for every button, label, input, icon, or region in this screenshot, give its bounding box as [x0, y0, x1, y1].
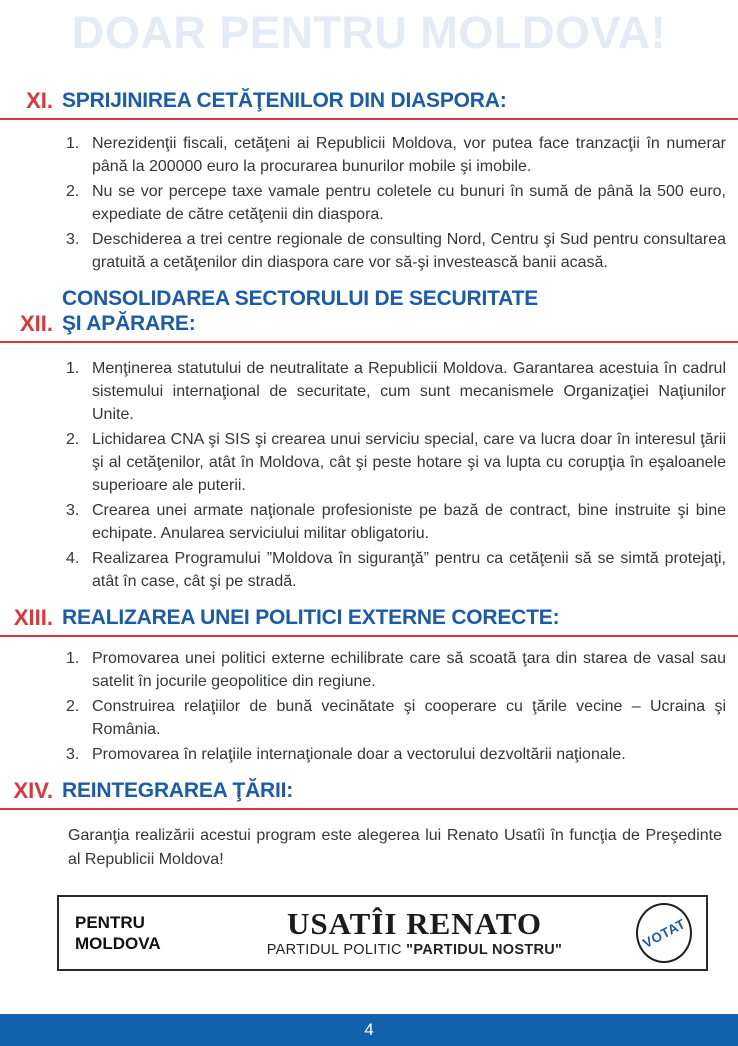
ballot-party-short [75, 912, 205, 954]
item-number: 3. [66, 231, 80, 248]
item-number: 2. [66, 183, 80, 200]
section-xii [0, 286, 738, 593]
item-number: 1. [66, 650, 80, 667]
section-xi-list [66, 132, 726, 274]
list-item [66, 132, 726, 178]
section-xiii-list [66, 647, 726, 766]
item-text: Nu se vor percepe taxe vamale pentru coletele cu bunuri în sumă de până la 500 euro, expediate de către cetăţenii din diaspora. [92, 183, 726, 223]
ballot-party-short-line1: PENTRU [75, 913, 145, 932]
section-xii-title-line2: ŞI APĂRARE: [62, 312, 196, 335]
item-number: 2. [66, 431, 80, 448]
section-xi-header [0, 88, 738, 120]
list-item [66, 743, 726, 766]
item-number: 1. [66, 360, 80, 377]
item-number: 4. [66, 550, 80, 567]
party-label: PARTIDUL POLITIC [266, 942, 402, 958]
ballot-party-short-line2: MOLDOVA [75, 934, 161, 953]
section-xiv [0, 778, 738, 810]
list-item [66, 428, 726, 497]
list-item [66, 695, 726, 741]
item-number: 3. [66, 746, 80, 763]
section-xiv-header [0, 778, 738, 810]
item-text: Promovarea unei politici externe echilibrate care să scoată ţara din starea de vasal sau satelit în jocurile geopolitice din regiune. [92, 650, 726, 690]
page-title: DOAR PENTRU MOLDOVA! [71, 7, 667, 58]
section-xiv-title: REINTEGRAREA ŢĂRII: [62, 779, 294, 802]
section-xiii-header [0, 605, 738, 637]
section-xiv-numeral: XIV. [13, 778, 53, 803]
list-item [66, 499, 726, 545]
list-item [66, 180, 726, 226]
section-xii-list [66, 357, 726, 593]
section-xi-numeral: XI. [26, 88, 53, 113]
votat-stamp [636, 903, 692, 963]
item-text: Deschiderea a trei centre regionale de consulting Nord, Centru şi Sud pentru consultarea gratuită a cetăţenilor din diaspora care vor să-şi investească banii acasă. [92, 231, 726, 271]
item-text: Realizarea Programului ”Moldova în siguranţă” pentru ca cetăţenii să se simtă protejaţi, atât în case, cât şi pe stradă. [92, 550, 726, 590]
list-item [66, 547, 726, 593]
section-xiii-title: REALIZAREA UNEI POLITICI EXTERNE CORECTE: [62, 606, 560, 629]
section-xi-title: SPRIJINIREA CETĂŢENILOR DIN DIASPORA: [62, 89, 507, 112]
ballot-candidate-block [205, 908, 624, 958]
list-item [66, 228, 726, 274]
item-text: Construirea relaţiilor de bună vecinătate şi cooperare cu ţările vecine – Ucraina şi România. [92, 698, 726, 738]
footer-bar [0, 1014, 738, 1046]
item-number: 1. [66, 135, 80, 152]
section-xi [0, 88, 738, 274]
item-text: Menţinerea statutului de neutralitate a Republicii Moldova. Garantarea acestuia în cadrul sistemului internaţional de securitate, cum sunt mecanismele Organizaţiei Naţiunilor Unite. [92, 360, 726, 423]
party-name: "PARTIDUL NOSTRU" [406, 942, 563, 958]
item-number: 2. [66, 698, 80, 715]
item-text: Promovarea în relaţiile internaţionale doar a vectorului dezvoltării naţionale. [92, 746, 626, 763]
candidate-name: USATÎI RENATO [286, 906, 543, 941]
list-item [66, 647, 726, 693]
section-xii-header [0, 286, 738, 343]
closing-paragraph: Garanţia realizării acestui program este alegerea lui Renato Usatîi în funcţia de Preşedinte al Republicii Moldova! [68, 827, 722, 868]
section-xiii [0, 605, 738, 766]
party-full-name [205, 942, 624, 958]
item-text: Lichidarea CNA şi SIS şi crearea unui serviciu special, care va lucra doar în interesul ţării şi al cetăţenilor, atât în Moldova, cât şi peste hotare şi va lupta cu corupţia în eşaloanele superioare ale puterii. [92, 431, 726, 494]
ballot-box [57, 895, 708, 971]
section-xiii-numeral: XIII. [13, 605, 53, 630]
votat-stamp-label: VOTAT [640, 915, 688, 951]
item-text: Crearea unei armate naţionale profesioniste pe bază de contract, bine instruite şi bine echipate. Anularea serviciului militar obligatoriu. [92, 502, 726, 542]
section-xii-title [62, 286, 538, 336]
section-xii-numeral: XII. [19, 311, 53, 336]
page-number: 4 [364, 1020, 374, 1039]
list-item [66, 357, 726, 426]
item-number: 3. [66, 502, 80, 519]
item-text: Nerezidenţii fiscali, cetăţeni ai Republicii Moldova, vor putea face tranzacţii în numerar până la 200000 euro la procurarea bunurilor mobile şi imobile. [92, 135, 726, 175]
section-xii-title-line1: CONSOLIDAREA SECTORULUI DE SECURITATE [62, 287, 539, 310]
